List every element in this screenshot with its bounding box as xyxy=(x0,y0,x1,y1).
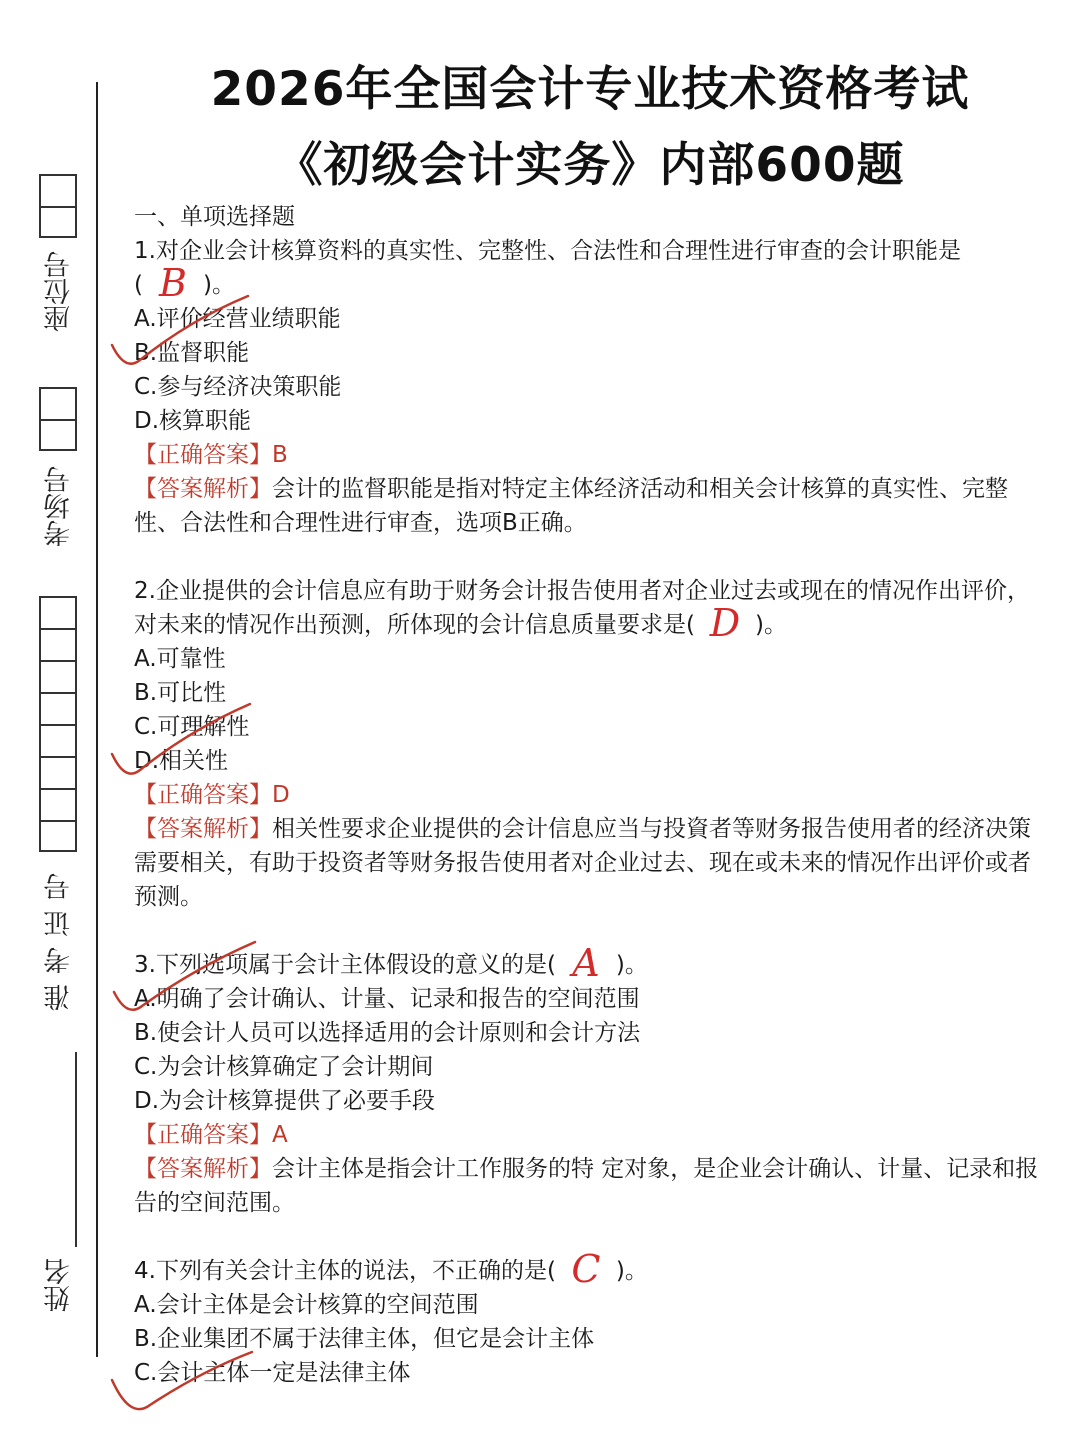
option-d: D.为会计核算提供了必要手段 xyxy=(134,1088,436,1114)
question-4 xyxy=(134,1247,1044,1390)
option-a: A.明确了会计确认、计量、记录和报告的空间范围 xyxy=(134,986,640,1012)
section-title: 一、单项选择题 xyxy=(134,204,295,230)
binding-strip xyxy=(0,0,100,1440)
admission-boxes xyxy=(39,596,77,852)
correct-answer: 【正确答案】B xyxy=(134,442,288,468)
question-list xyxy=(134,200,1044,1390)
correct-answer: 【正确答案】A xyxy=(134,1122,288,1148)
page-subtitle: 《初级会计实务》内部600题 xyxy=(275,138,905,193)
page-title: 2026年全国会计专业技术资格考试 xyxy=(210,62,970,117)
question-3 xyxy=(134,941,1044,1220)
question-stem: 3.下列选项属于会计主体假设的意义的是( A )。 xyxy=(134,941,648,985)
room-label: 考场号 xyxy=(44,466,75,548)
answer-explanation: 【答案解析】会计主体是指会计工作服务的特 定对象，是企业会计确认、计量、记录和报告的空间范围。 xyxy=(134,1156,1039,1216)
option-a: A.评价经营业绩职能 xyxy=(134,306,341,332)
option-b: B.监督职能 xyxy=(134,340,250,366)
name-underline xyxy=(75,1052,77,1247)
seat-label: 座位号 xyxy=(44,251,75,333)
option-a: A.可靠性 xyxy=(134,646,226,672)
question-stem: 2.企业提供的会计信息应有助于财务会计报告使用者对企业过去或现在的情况作出评价，对未来的情况作出预测，所体现的会计信息质量要求是( D )。 xyxy=(134,578,1030,645)
binding-line xyxy=(96,82,98,1357)
option-b: B.可比性 xyxy=(134,680,227,706)
correct-answer: 【正确答案】D xyxy=(134,782,290,808)
handwritten-answer: B xyxy=(159,261,187,305)
option-c: C.会计主体一定是法律主体 xyxy=(134,1360,411,1386)
admission-label: 准考证号 xyxy=(44,863,75,1011)
option-a: A.会计主体是会计核算的空间范围 xyxy=(134,1292,479,1318)
option-c: C.参与经济决策职能 xyxy=(134,374,342,400)
seat-boxes xyxy=(39,174,77,238)
name-label: 姓名 xyxy=(44,1258,75,1312)
option-d: D.核算职能 xyxy=(134,408,252,434)
option-b: B.企业集团不属于法律主体，但它是会计主体 xyxy=(134,1326,595,1352)
answer-explanation: 【答案解析】相关性要求企业提供的会计信息应当与投資者等财务报告使用者的经济决策需要相关，有助于投资者等财务报告使用者对企业过去、现在或未来的情况作出评价或者预测。 xyxy=(134,816,1031,910)
room-boxes xyxy=(39,387,77,451)
answer-explanation: 【答案解析】会计的监督职能是指对特定主体经济活动和相关会计核算的真实性、完整性、合法性和合理性进行审查，选项B正确。 xyxy=(134,476,1008,536)
handwritten-answer: C xyxy=(571,1247,601,1291)
question-2 xyxy=(134,574,1044,914)
question-stem: 4.下列有关会计主体的说法，不正确的是( C )。 xyxy=(134,1247,648,1291)
option-c: C.为会计核算确定了会计期间 xyxy=(134,1054,434,1080)
question-1 xyxy=(134,234,1044,540)
option-c: C.可理解性 xyxy=(134,714,250,740)
handwritten-answer: D xyxy=(709,601,741,645)
option-d: D.相关性 xyxy=(134,748,229,774)
option-b: B.使会计人员可以选择适用的会计原则和会计方法 xyxy=(134,1020,641,1046)
handwritten-answer: A xyxy=(572,941,600,985)
question-stem: 1.对企业会计核算资料的真实性、完整性、合法性和合理性进行审查的会计职能是 ( B )。 xyxy=(134,238,961,305)
